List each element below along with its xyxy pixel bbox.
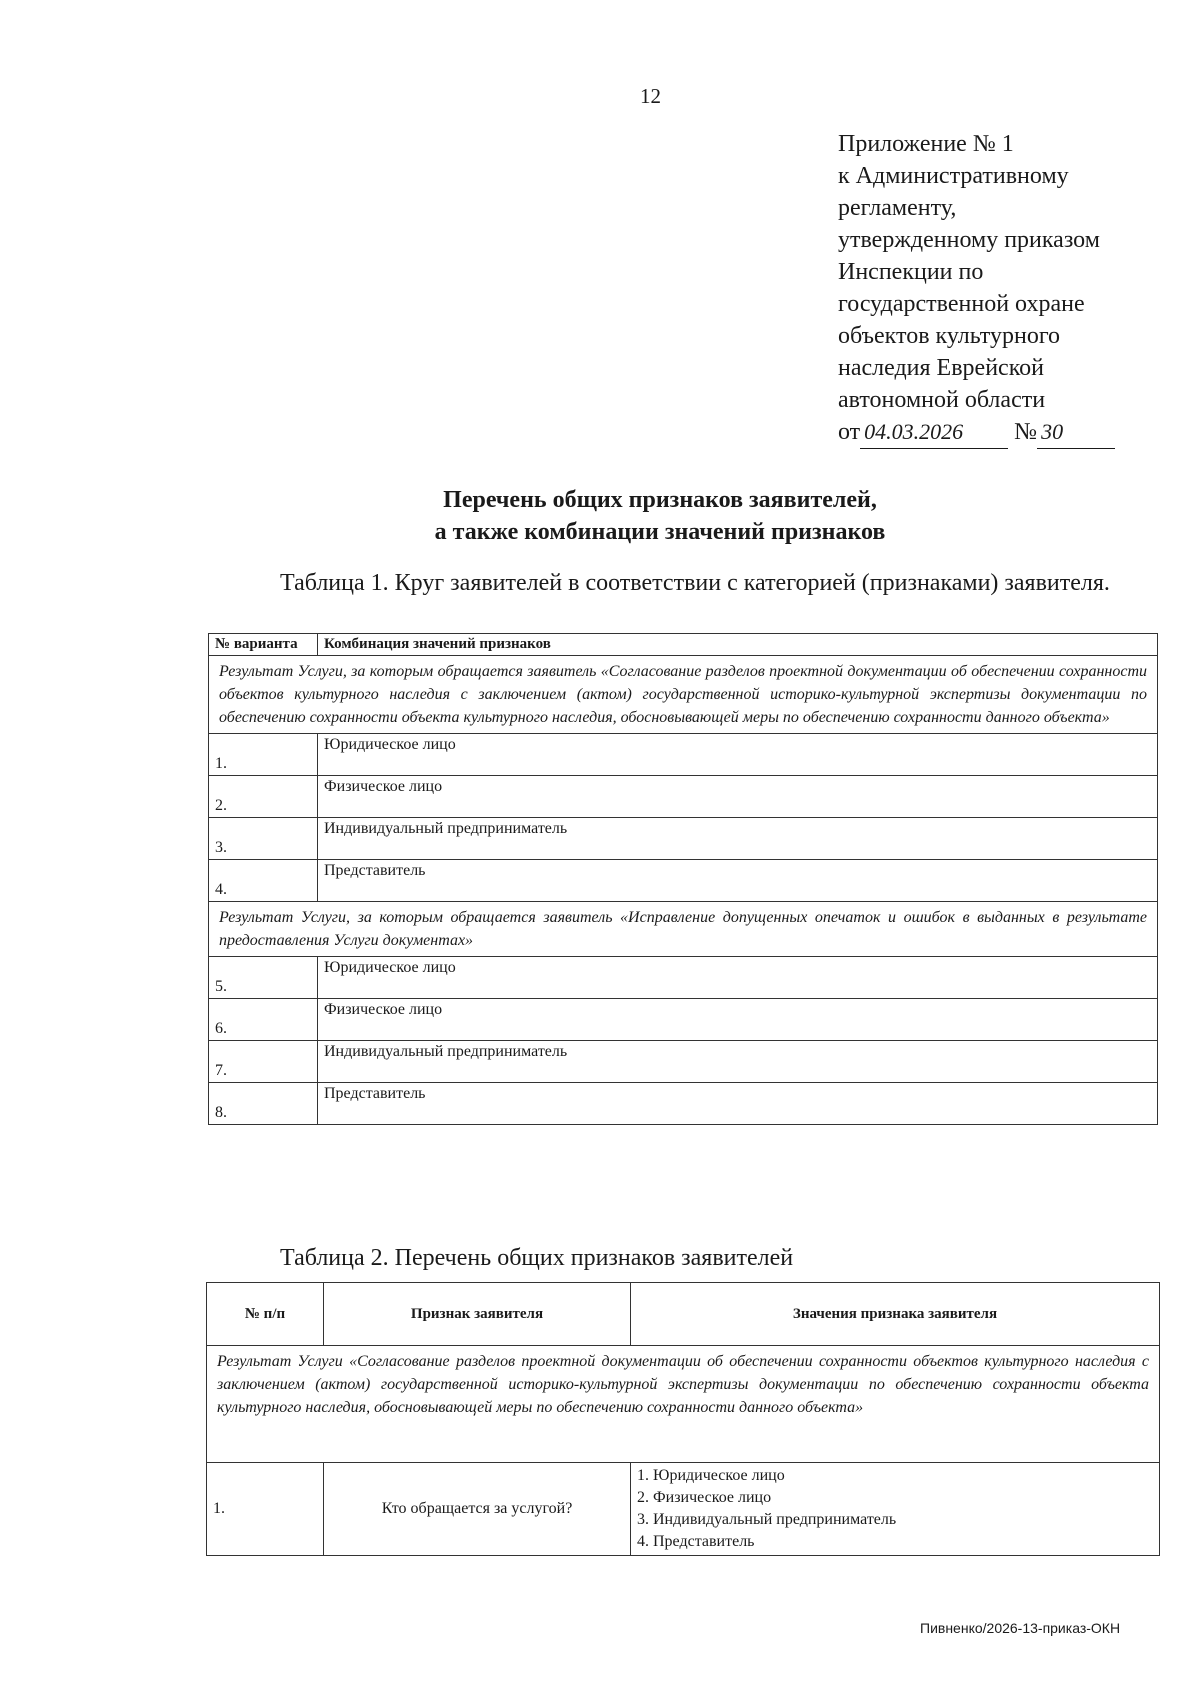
variant-number: 6. [209, 999, 318, 1041]
appendix-line: объектов культурного [838, 323, 1061, 349]
appendix-line: утвержденному приказом [838, 227, 1100, 253]
table-header-row [207, 1283, 1160, 1346]
table1-caption: Таблица 1. Круг заявителей в соответствии с категорией (признаками) заявителя. [280, 570, 1110, 596]
result-group-row [209, 902, 1158, 957]
variant-combination: Представитель [318, 1083, 1158, 1125]
sign-value: 2. Физическое лицо [637, 1489, 772, 1506]
table-header-row [209, 634, 1158, 656]
appendix-line: автономной области [838, 387, 1046, 413]
result-group-row [209, 656, 1158, 734]
applicant-signs-table [206, 1282, 1160, 1556]
table-row [209, 860, 1158, 902]
handwritten-number: 30 [1037, 416, 1115, 449]
variant-combination: Физическое лицо [318, 776, 1158, 818]
variant-number: 2. [209, 776, 318, 818]
appendix-line: к Административному [838, 163, 1069, 189]
table-row [209, 999, 1158, 1041]
table-row [209, 957, 1158, 999]
variant-combination: Юридическое лицо [318, 734, 1158, 776]
table2-caption: Таблица 2. Перечень общих признаков заявителей [280, 1245, 794, 1271]
table-row [209, 1083, 1158, 1125]
variant-number: 5. [209, 957, 318, 999]
result-group-text: Результат Услуги «Согласование разделов проектной документации об обеспечении сохранности объектов культурного наследия с заключением (актом) государственной историко-культурной экспертизы документации по обеспечению сохранности объекта культурного наследия, обосновывающей меры по обеспечению сохранности данного объекта» [207, 1346, 1160, 1463]
table-row [209, 818, 1158, 860]
variant-number: 3. [209, 818, 318, 860]
item-number: 1. [207, 1463, 324, 1556]
applicant-sign: Кто обращается за услугой? [324, 1463, 631, 1556]
sign-value: 1. Юридическое лицо [637, 1467, 785, 1484]
appendix-date-line [838, 416, 1168, 449]
variant-combination: Индивидуальный предприниматель [318, 818, 1158, 860]
appendix-line: Инспекции по [838, 259, 984, 285]
document-code: Пивненко/2026-13-приказ-ОКН [920, 1620, 1121, 1636]
result-group-row [207, 1346, 1160, 1463]
header-sign-values: Значения признака заявителя [631, 1283, 1160, 1346]
heading-line-2: а также комбинации значений признаков [434, 519, 886, 545]
sign-value: 4. Представитель [637, 1533, 755, 1550]
result-group-text: Результат Услуги, за которым обращается заявитель «Исправление допущенных опечаток и ошибок в выданных в результате предоставления Услуги документах» [209, 902, 1158, 957]
header-combination: Комбинация значений признаков [318, 634, 1158, 656]
table-row [209, 776, 1158, 818]
appendix-line: государственной охране [838, 291, 1085, 317]
appendix-line: регламенту, [838, 195, 957, 221]
date-prefix: от [838, 419, 861, 445]
header-variant-number: № варианта [209, 634, 318, 656]
appendix-line: наследия Еврейской [838, 355, 1044, 381]
header-applicant-sign: Признак заявителя [324, 1283, 631, 1346]
variant-number: 7. [209, 1041, 318, 1083]
variant-number: 1. [209, 734, 318, 776]
header-item-number: № п/п [207, 1283, 324, 1346]
variant-number: 8. [209, 1083, 318, 1125]
appendix-block [838, 128, 1168, 449]
number-sign: № [1014, 419, 1038, 445]
sign-value: 3. Индивидуальный предприниматель [637, 1511, 897, 1528]
table-row [207, 1463, 1160, 1556]
result-group-text: Результат Услуги, за которым обращается заявитель «Согласование разделов проектной документации об обеспечении сохранности объектов культурного наследия с заключением (актом) государственной историко-культурной экспертизы документации по обеспечению сохранности объекта культурного наследия, обосновывающей меры по обеспечению сохранности данного объекта» [209, 656, 1158, 734]
document-heading [210, 484, 1110, 548]
heading-line-1: Перечень общих признаков заявителей, [443, 487, 877, 513]
appendix-line: Приложение № 1 [838, 131, 1014, 157]
table-row [209, 1041, 1158, 1083]
handwritten-date: 04.03.2026 [860, 416, 1008, 449]
variant-combination: Представитель [318, 860, 1158, 902]
variant-combination: Юридическое лицо [318, 957, 1158, 999]
applicants-table [208, 633, 1158, 1125]
table-row [209, 734, 1158, 776]
variant-combination: Индивидуальный предприниматель [318, 1041, 1158, 1083]
sign-values [631, 1463, 1160, 1556]
variant-combination: Физическое лицо [318, 999, 1158, 1041]
variant-number: 4. [209, 860, 318, 902]
page-number: 12 [640, 84, 661, 108]
